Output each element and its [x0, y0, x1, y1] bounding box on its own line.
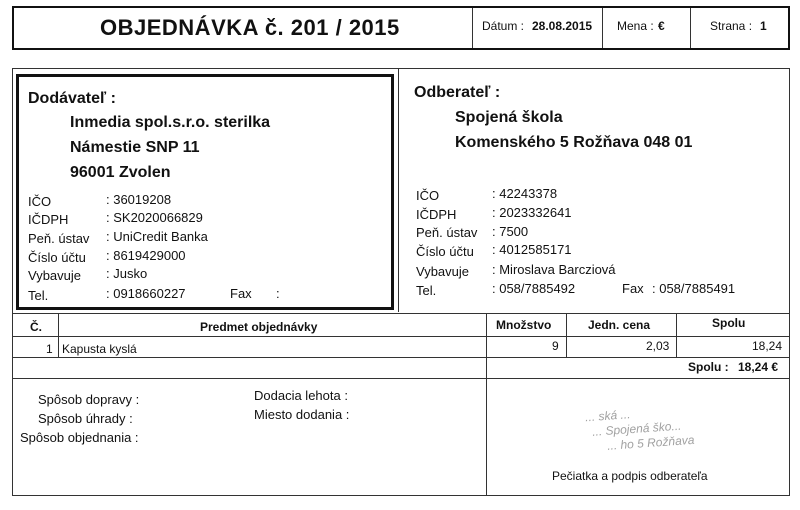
header-divider — [690, 8, 691, 48]
table-header-line — [12, 336, 790, 337]
customer-ico-value: : 42243378 — [492, 186, 558, 201]
customer-ico-label: IČO — [416, 188, 440, 203]
supplier-street: Námestie SNP 11 — [70, 139, 200, 156]
table-col-divider — [58, 313, 59, 357]
table-col-divider — [486, 313, 487, 378]
ordering-label: Spôsob objednania : — [20, 430, 139, 445]
date-value: 28.08.2015 — [532, 19, 593, 33]
supplier-ico-label: IČO — [28, 194, 52, 209]
header-divider — [602, 8, 603, 48]
delivery-place-label: Miesto dodania : — [254, 407, 350, 422]
supplier-contact-value: : Jusko — [106, 266, 148, 281]
customer-bank-value: : 7500 — [492, 224, 529, 239]
date-label: Dátum : — [482, 19, 525, 33]
customer-account-label: Číslo účtu — [416, 244, 474, 259]
col-header-item: Predmet objednávky — [200, 320, 318, 334]
header-divider — [472, 8, 473, 48]
supplier-tel-label: Tel. — [28, 288, 49, 303]
col-header-unit-price: Jedn. cena — [588, 318, 651, 332]
table-col-divider — [676, 313, 677, 357]
supplier-bank-label: Peň. ústav — [28, 231, 90, 246]
supplier-icdph-value: : SK2020066829 — [106, 210, 203, 225]
col-header-qty: Množstvo — [496, 318, 552, 332]
stamp-line: ... Spojená ško... — [591, 418, 682, 439]
row-total: 18,24 — [752, 339, 783, 353]
supplier-fax-value: : — [276, 286, 280, 301]
supplier-ico-value: : 36019208 — [106, 192, 172, 207]
supplier-city: 96001 Zvolen — [70, 164, 171, 181]
footer-divider — [486, 378, 487, 496]
customer-heading: Odberateľ : — [414, 84, 501, 101]
customer-bank-label: Peň. ústav — [416, 225, 478, 240]
stamp-line: ... ská ... — [584, 407, 631, 425]
row-no: 1 — [46, 342, 53, 356]
supplier-account-value: : 8619429000 — [106, 248, 186, 263]
supplier-bank-value: : UniCredit Banka — [106, 229, 208, 244]
order-title: OBJEDNÁVKA č. 201 / 2015 — [100, 15, 400, 40]
customer-account-value: : 4012585171 — [492, 242, 572, 257]
table-top-line — [12, 313, 790, 314]
stamp-line: ... ho 5 Rožňava — [606, 432, 695, 453]
customer-contact-label: Vybavuje — [416, 264, 469, 279]
row-item: Kapusta kyslá — [62, 342, 137, 356]
col-header-no: Č. — [30, 320, 42, 334]
supplier-icdph-label: IČDPH — [28, 212, 69, 227]
customer-address: Komenského 5 Rožňava 048 01 — [455, 134, 693, 151]
table-col-divider — [566, 313, 567, 357]
customer-tel-label: Tel. — [416, 283, 437, 298]
customer-contact-value: : Miroslava Barcziová — [492, 262, 616, 277]
col-header-total: Spolu — [712, 316, 746, 330]
payment-label: Spôsob úhrady : — [38, 411, 133, 426]
supplier-account-label: Číslo účtu — [28, 250, 86, 265]
supplier-heading: Dodávateľ : — [28, 90, 116, 107]
row-qty: 9 — [552, 339, 559, 353]
supplier-tel-value: : 0918660227 — [106, 286, 186, 301]
customer-name: Spojená škola — [455, 109, 563, 126]
sum-label: Spolu : — [688, 360, 729, 374]
customer-fax-label: Fax — [622, 281, 644, 296]
signature-label: Pečiatka a podpis odberateľa — [552, 469, 708, 483]
table-row-line — [12, 357, 790, 358]
customer-icdph-label: IČDPH — [416, 207, 457, 222]
sum-value: 18,24 € — [738, 360, 779, 374]
customer-icdph-value: : 2023332641 — [492, 205, 572, 220]
page-label: Strana : — [710, 19, 753, 33]
customer-tel-value: : 058/7885492 — [492, 281, 576, 296]
transport-label: Spôsob dopravy : — [38, 392, 140, 407]
currency-label: Mena : — [617, 19, 654, 33]
row-unit-price: 2,03 — [646, 339, 670, 353]
supplier-contact-label: Vybavuje — [28, 268, 81, 283]
page-value: 1 — [760, 19, 767, 33]
customer-fax-value: : 058/7885491 — [652, 281, 736, 296]
supplier-fax-label: Fax — [230, 286, 252, 301]
delivery-term-label: Dodacia lehota : — [254, 388, 348, 403]
table-sum-line — [12, 378, 790, 379]
customer-divider — [398, 68, 399, 312]
currency-value: € — [658, 19, 665, 33]
supplier-name: Inmedia spol.s.r.o. sterilka — [70, 114, 271, 131]
